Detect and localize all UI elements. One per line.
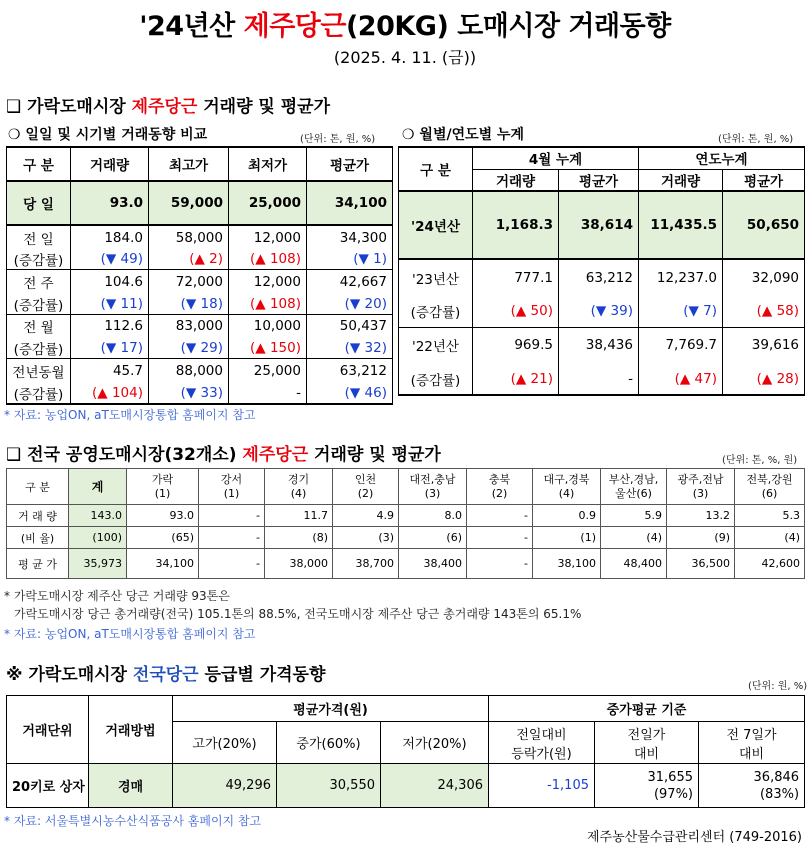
source-note-2: * 자료: 농업ON, aT도매시장통합 홈페이지 참고 (4, 627, 256, 641)
daily-row-label: 전 일 (7, 225, 71, 249)
national-volume-value: 5.3 (735, 505, 805, 527)
national-share-value: (6) (399, 527, 467, 549)
grade-header-low: 저가(20%) (381, 722, 489, 764)
national-price-label: 평 균 가 (7, 549, 69, 579)
daily-table (6, 146, 393, 405)
national-volume-label: 거 래 량 (7, 505, 69, 527)
monthly-change-value: (▲ 21) (473, 363, 559, 395)
daily-row-value: 34,300 (307, 225, 393, 249)
grade-header-unit: 거래단위 (7, 696, 89, 764)
national-price-row (7, 549, 805, 579)
daily-row-value: 88,000 (149, 359, 229, 383)
section2-title-highlight: 제주당근 (242, 445, 309, 465)
daily-row (7, 270, 393, 294)
daily-header-row (7, 147, 393, 181)
monthly-change-value: (▲ 47) (639, 363, 723, 395)
national-share-value: (9) (667, 527, 735, 549)
national-share-value: (8) (265, 527, 333, 549)
monthly-change-label: (증감률) (399, 295, 473, 327)
daily-row-value: 12,000 (229, 270, 307, 294)
title-highlight: 제주당근 (243, 11, 346, 42)
national-header-category: 구 분 (7, 469, 69, 505)
daily-change-value: (▼ 29) (149, 338, 229, 359)
daily-row-value: 58,000 (149, 225, 229, 249)
daily-unit: (단위: 톤, 원, %) (300, 134, 376, 145)
national-volume-value: 0.9 (533, 505, 601, 527)
report-date: (2025. 4. 11. (금)) (333, 48, 477, 67)
daily-change-label: (증감률) (7, 294, 71, 315)
daily-change-row (7, 249, 393, 270)
section3-title-highlight: 전국당근 (132, 665, 199, 685)
daily-header-category: 구 분 (7, 147, 71, 181)
national-volume-value: 13.2 (667, 505, 735, 527)
daily-change-value: (▼ 33) (149, 383, 229, 404)
daily-row-value: 45.7 (71, 359, 149, 383)
daily-change-row (7, 383, 393, 404)
national-price-value: 38,400 (399, 549, 467, 579)
daily-row-value: 12,000 (229, 225, 307, 249)
national-price-value: 36,500 (667, 549, 735, 579)
grade-header-daily-diff (489, 722, 595, 764)
national-market-name: 광주,전남 (677, 472, 724, 486)
national-share-value: (65) (127, 527, 199, 549)
monthly-table (398, 146, 805, 396)
grade-header-row-1 (7, 696, 805, 722)
daily-change-value: (▲ 150) (229, 338, 307, 359)
monthly-row-value: 777.1 (473, 259, 559, 295)
national-note-1: * 가락도매시장 제주산 당근 거래량 93톤은 (4, 589, 230, 603)
monthly-row-value: 38,436 (559, 327, 639, 363)
monthly-sub-header-volume-2: 거래량 (639, 169, 723, 191)
daily-header-avg: 평균가 (307, 147, 393, 181)
daily-row-label: 전년동월 (7, 359, 71, 383)
daily-change-value: (▲ 108) (229, 249, 307, 270)
daily-today-label: 당 일 (7, 181, 71, 225)
national-price-value: 35,973 (69, 549, 127, 579)
national-header-market (601, 469, 667, 505)
national-volume-value: - (199, 505, 265, 527)
national-share-value: (1) (533, 527, 601, 549)
footer-org: 제주농산물수급관리센터 (749-2016) (586, 830, 802, 845)
daily-change-label: (증감률) (7, 249, 71, 270)
grade-header-daily-diff-line2: 등락가(원) (511, 746, 572, 762)
monthly-header-category: 구 분 (399, 147, 473, 191)
grade-header-prev7-line1: 전 7일가 (726, 727, 777, 743)
monthly-row-value: 39,616 (723, 327, 805, 363)
national-market-name: 가락 (151, 472, 174, 486)
national-share-row (7, 527, 805, 549)
national-market-count: (3) (424, 486, 441, 500)
monthly-header-april: 4월 누계 (473, 147, 639, 169)
grade-row-prev7 (699, 764, 805, 808)
grade-header-avg-group: 평균가격(원) (173, 696, 489, 722)
national-market-name: 충북 (488, 472, 511, 486)
national-price-value: 38,700 (333, 549, 399, 579)
national-market-count: (4) (290, 486, 307, 500)
section3-title (6, 660, 325, 685)
monthly-sub-header-avg-2: 평균가 (723, 169, 805, 191)
national-note-2: 가락도매시장 당근 총거래량(전국) 105.1톤의 88.5%, 전국도매시장 제주산 당근 총거래량 143톤의 65.1% (14, 607, 582, 621)
national-market-name: 인천 (354, 472, 377, 486)
grade-header-daily-diff-line1: 전일대비 (516, 727, 567, 743)
national-market-count: (2) (491, 486, 508, 500)
grade-header-prev7 (699, 722, 805, 764)
national-market-name: 계 (91, 479, 104, 494)
daily-row (7, 314, 393, 338)
national-market-name: 강서 (220, 472, 243, 486)
national-price-value: - (199, 549, 265, 579)
daily-row-value: 10,000 (229, 314, 307, 338)
national-volume-value: 4.9 (333, 505, 399, 527)
monthly-row-value: 7,769.7 (639, 327, 723, 363)
daily-change-value: (▼ 49) (71, 249, 149, 270)
monthly-change-value: (▲ 50) (473, 295, 559, 327)
monthly-row-value: 969.5 (473, 327, 559, 363)
daily-header-max: 최고가 (149, 147, 229, 181)
national-header-market (467, 469, 533, 505)
daily-change-value: (▼ 11) (71, 294, 149, 315)
national-volume-value: 8.0 (399, 505, 467, 527)
grade-header-prev-day-line1: 전일가 (627, 727, 666, 743)
daily-change-value: (▼ 32) (307, 338, 393, 359)
national-market-count: (1) (223, 486, 240, 500)
daily-today-max: 59,000 (149, 181, 229, 225)
daily-change-value: (▲ 2) (149, 249, 229, 270)
grade-row-mid: 30,550 (277, 764, 381, 808)
daily-today-row (7, 181, 393, 225)
national-volume-value: 93.0 (127, 505, 199, 527)
daily-change-row (7, 294, 393, 315)
national-header-market (69, 469, 127, 505)
national-price-value: - (467, 549, 533, 579)
national-volume-value: - (467, 505, 533, 527)
section2-title-suffix: 거래량 및 평균가 (308, 445, 441, 465)
monthly-current-april-avg: 38,614 (559, 191, 639, 259)
title-suffix: (20KG) 도매시장 거래동향 (345, 11, 671, 42)
monthly-group-header-row (399, 147, 805, 169)
national-volume-value: 143.0 (69, 505, 127, 527)
daily-row-value: 184.0 (71, 225, 149, 249)
grade-row-low: 24,306 (381, 764, 489, 808)
monthly-current-april-volume: 1,168.3 (473, 191, 559, 259)
grade-data-row (7, 764, 805, 808)
national-price-value: 42,600 (735, 549, 805, 579)
monthly-subtitle: ❍ 월별/연도별 누계 (402, 127, 525, 143)
national-header-row (7, 469, 805, 505)
national-header-market (667, 469, 735, 505)
monthly-change-value: (▲ 28) (723, 363, 805, 395)
national-market-count: (4) (558, 486, 575, 500)
daily-change-label: (증감률) (7, 338, 71, 359)
monthly-change-value: (▼ 39) (559, 295, 639, 327)
daily-row-value: 63,212 (307, 359, 393, 383)
section1-title-suffix: 거래량 및 평균가 (197, 97, 331, 117)
national-market-name: 경기 (287, 472, 310, 486)
daily-header-volume: 거래량 (71, 147, 149, 181)
national-share-value: (100) (69, 527, 127, 549)
grade-row-prev7-value: 36,846 (753, 769, 800, 785)
daily-change-value: - (229, 383, 307, 404)
monthly-row-value: 12,237.0 (639, 259, 723, 295)
monthly-row-label: '23년산 (399, 259, 473, 295)
grade-header-prev-day-line2: 대비 (633, 746, 660, 762)
monthly-current-label: '24년산 (399, 191, 473, 259)
daily-change-value: (▼ 20) (307, 294, 393, 315)
grade-row-unit: 20키로 상자 (7, 764, 89, 808)
daily-row-value: 83,000 (149, 314, 229, 338)
daily-row-label: 전 월 (7, 314, 71, 338)
daily-change-value: (▼ 18) (149, 294, 229, 315)
daily-row (7, 359, 393, 383)
daily-row-value: 42,667 (307, 270, 393, 294)
section1-title-prefix: ❑ 가락도매시장 (6, 97, 132, 117)
national-market-count: (3) (692, 486, 709, 500)
national-market-name: 전북,강원 (746, 472, 793, 486)
grade-header-method: 거래방법 (89, 696, 173, 764)
national-share-value: (4) (735, 527, 805, 549)
national-share-value: (3) (333, 527, 399, 549)
daily-subtitle: ❍ 일일 및 시기별 거래동향 비교 (8, 127, 208, 143)
national-share-label: (비 율) (7, 527, 69, 549)
daily-row-value: 112.6 (71, 314, 149, 338)
daily-today-volume: 93.0 (71, 181, 149, 225)
national-header-market (533, 469, 601, 505)
monthly-header-year: 연도누계 (639, 147, 805, 169)
grade-row-prev-day-value: 31,655 (647, 769, 693, 785)
page-title (0, 4, 810, 43)
daily-change-value: (▲ 108) (229, 294, 307, 315)
national-header-market (735, 469, 805, 505)
national-volume-value: 11.7 (265, 505, 333, 527)
monthly-current-year-volume: 11,435.5 (639, 191, 723, 259)
national-header-market (265, 469, 333, 505)
daily-row-value: 72,000 (149, 270, 229, 294)
national-header-market (199, 469, 265, 505)
daily-change-value: (▼ 17) (71, 338, 149, 359)
source-note-1: * 자료: 농업ON, aT도매시장통합 홈페이지 참고 (4, 408, 256, 422)
title-prefix: '24년산 (139, 11, 244, 42)
section1-title-highlight: 제주당근 (131, 97, 198, 117)
grade-table (6, 695, 805, 808)
national-market-count: (6) (761, 486, 778, 500)
national-header-market (127, 469, 199, 505)
daily-change-value: (▼ 1) (307, 249, 393, 270)
national-header-market (333, 469, 399, 505)
monthly-sub-header-volume-1: 거래량 (473, 169, 559, 191)
daily-row-value: 104.6 (71, 270, 149, 294)
daily-row (7, 225, 393, 249)
national-share-value: (4) (601, 527, 667, 549)
national-price-value: 38,000 (265, 549, 333, 579)
daily-change-label: (증감률) (7, 383, 71, 404)
grade-row-prev-day (595, 764, 699, 808)
daily-row-value: 50,437 (307, 314, 393, 338)
source-note-3: * 자료: 서울특별시농수산식품공사 홈페이지 참고 (4, 814, 262, 828)
section2-title (6, 440, 441, 465)
monthly-row-label: '22년산 (399, 327, 473, 363)
monthly-current-year-avg: 50,650 (723, 191, 805, 259)
monthly-change-label: (증감률) (399, 363, 473, 395)
grade-header-high: 고가(20%) (173, 722, 277, 764)
monthly-row-value: 63,212 (559, 259, 639, 295)
daily-change-value: (▼ 46) (307, 383, 393, 404)
monthly-change-row (399, 295, 805, 327)
section3-unit: (단위: 원, %) (748, 681, 808, 692)
monthly-row (399, 259, 805, 295)
national-market-count: (1) (154, 486, 171, 500)
monthly-change-value: - (559, 363, 639, 395)
national-volume-value: 5.9 (601, 505, 667, 527)
monthly-current-row (399, 191, 805, 259)
national-price-value: 48,400 (601, 549, 667, 579)
monthly-change-value: (▼ 7) (639, 295, 723, 327)
section2-title-prefix: ❑ 전국 공영도매시장(32개소) (6, 445, 243, 465)
national-price-value: 34,100 (127, 549, 199, 579)
grade-header-prev7-line2: 대비 (738, 746, 765, 762)
grade-row-prev-day-pct: (97%) (653, 786, 693, 802)
national-market-name: 부산,경남, (608, 472, 659, 486)
national-volume-row (7, 505, 805, 527)
national-share-value: - (467, 527, 533, 549)
national-market-count: (2) (357, 486, 374, 500)
grade-row-method: 경매 (89, 764, 173, 808)
section3-title-suffix: 등급별 가격동향 (198, 665, 326, 685)
national-price-value: 38,100 (533, 549, 601, 579)
section2-unit: (단위: 톤, %, 원) (722, 455, 798, 466)
national-market-name: 대구,경북 (543, 472, 590, 486)
grade-header-mid-group: 중가평균 기준 (489, 696, 805, 722)
daily-row-label: 전 주 (7, 270, 71, 294)
daily-today-min: 25,000 (229, 181, 307, 225)
grade-row-high: 49,296 (173, 764, 277, 808)
daily-change-value: (▲ 104) (71, 383, 149, 404)
monthly-unit: (단위: 톤, 원, %) (718, 134, 794, 145)
grade-row-prev7-pct: (83%) (759, 786, 800, 802)
monthly-sub-header-avg-1: 평균가 (559, 169, 639, 191)
national-market-name: 대전,충남 (409, 472, 456, 486)
daily-header-min: 최저가 (229, 147, 307, 181)
monthly-row (399, 327, 805, 363)
daily-change-row (7, 338, 393, 359)
national-table (6, 468, 805, 579)
section1-title (6, 92, 330, 117)
daily-row-value: 25,000 (229, 359, 307, 383)
grade-row-diff: -1,105 (489, 764, 595, 808)
grade-header-mid: 중가(60%) (277, 722, 381, 764)
section3-title-prefix: ※ 가락도매시장 (6, 665, 133, 685)
daily-today-avg: 34,100 (307, 181, 393, 225)
national-market-count: 울산(6) (615, 486, 652, 500)
grade-header-prev-day (595, 722, 699, 764)
monthly-row-value: 32,090 (723, 259, 805, 295)
national-header-market (399, 469, 467, 505)
monthly-change-row (399, 363, 805, 395)
monthly-change-value: (▲ 58) (723, 295, 805, 327)
national-share-value: - (199, 527, 265, 549)
